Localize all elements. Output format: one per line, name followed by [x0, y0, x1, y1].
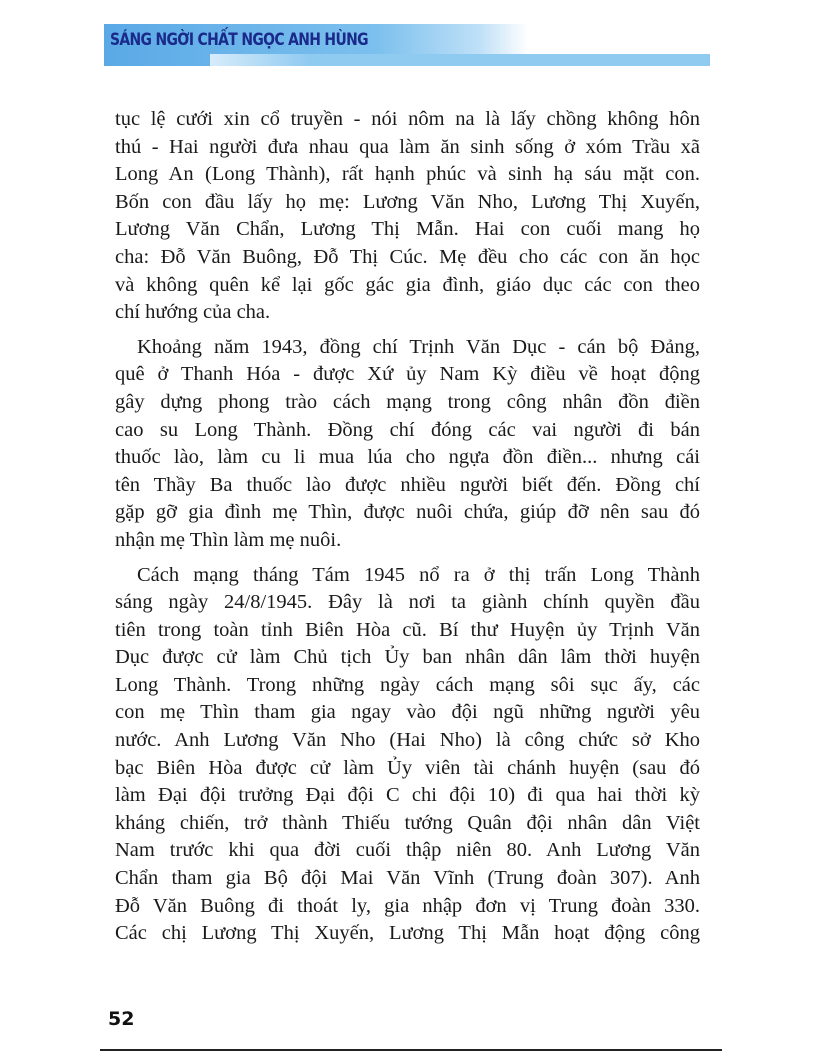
- text-line: Lương Văn Chẩn, Lương Thị Mẫn. Hai con cuối mang họ: [115, 218, 700, 241]
- paragraph: [115, 106, 700, 327]
- running-header-title: SÁNG NGỜI CHẤT NGỌC ANH HÙNG: [110, 30, 368, 50]
- text-line: Các chị Lương Thị Xuyến, Lương Thị Mẫn hoạt động công: [115, 922, 700, 945]
- text-line: gây dựng phong trào cách mạng trong công nhân đồn điền: [115, 390, 700, 413]
- page-number: 52: [108, 1008, 135, 1030]
- text-line: Chẩn tham gia Bộ đội Mai Văn Vĩnh (Trung đoàn 307). Anh: [115, 867, 700, 890]
- text-line: bạc Biên Hòa được cử làm Ủy viên tài chánh huyện (sau đó: [115, 756, 700, 779]
- paragraph: [115, 562, 700, 948]
- text-line: cha: Đỗ Văn Buông, Đỗ Thị Cúc. Mẹ đều cho các con ăn học: [115, 245, 700, 268]
- text-line: tiên trong toàn tỉnh Biên Hòa cũ. Bí thư Huyện ủy Trịnh Văn: [115, 618, 700, 641]
- text-line: tên Thầy Ba thuốc lào được nhiều người biết đến. Đồng chí: [115, 473, 700, 496]
- text-line: cao su Long Thành. Đồng chí đóng các vai người đi bán: [115, 418, 700, 441]
- text-line: gặp gỡ gia đình mẹ Thìn, được nuôi chứa, giúp đỡ nên sau đó: [115, 501, 700, 524]
- text-line: nước. Anh Lương Văn Nho (Hai Nho) là công chức sở Kho: [115, 729, 700, 752]
- text-line: Long Thành. Trong những ngày cách mạng sôi sục ấy, các: [115, 673, 700, 696]
- text-line: Đỗ Văn Buông đi thoát ly, gia nhập đơn vị Trung đoàn 330.: [115, 894, 700, 917]
- paragraph: [115, 334, 700, 555]
- text-line: nhận mẹ Thìn làm mẹ nuôi.: [115, 528, 342, 551]
- text-line: thú - Hai người đưa nhau qua làm ăn sinh sống ở xóm Trầu xã: [115, 135, 700, 158]
- footer-rule: [100, 1049, 722, 1051]
- text-line: chí hướng của cha.: [115, 301, 271, 324]
- header-banner-strip: [210, 54, 710, 66]
- body-text: [115, 106, 700, 955]
- text-line: làm Đại đội trưởng Đại đội C chi đội 10) đi qua hai thời kỳ: [115, 784, 700, 807]
- text-line: sáng ngày 24/8/1945. Đây là nơi ta giành chính quyền đầu: [115, 591, 700, 614]
- text-line: Khoảng năm 1943, đồng chí Trịnh Văn Dục - cán bộ Đảng,: [137, 335, 700, 358]
- text-line: Cách mạng tháng Tám 1945 nổ ra ở thị trấn Long Thành: [137, 563, 700, 586]
- text-line: thuốc lào, làm cu li mua lúa cho ngựa đồn điền... nhưng cái: [115, 446, 700, 469]
- text-line: kháng chiến, trở thành Thiếu tướng Quân đội nhân dân Việt: [115, 811, 700, 834]
- text-line: và không quên kể lại gốc gác gia đình, giáo dục các con theo: [115, 273, 700, 296]
- text-line: Nam trước khi qua đời cuối thập niên 80. Anh Lương Văn: [115, 839, 700, 862]
- text-line: Bốn con đầu lấy họ mẹ: Lương Văn Nho, Lương Thị Xuyến,: [115, 190, 700, 213]
- text-line: con mẹ Thìn tham gia ngay vào đội ngũ những người yêu: [115, 701, 700, 724]
- text-line: Long An (Long Thành), rất hạnh phúc và sinh hạ sáu mặt con.: [115, 163, 700, 186]
- text-line: quê ở Thanh Hóa - được Xứ ủy Nam Kỳ điều về hoạt động: [115, 363, 700, 386]
- text-line: Dục được cử làm Chủ tịch Ủy ban nhân dân lâm thời huyện: [115, 646, 700, 669]
- text-line: tục lệ cưới xin cổ truyền - nói nôm na là lấy chồng không hôn: [115, 108, 700, 130]
